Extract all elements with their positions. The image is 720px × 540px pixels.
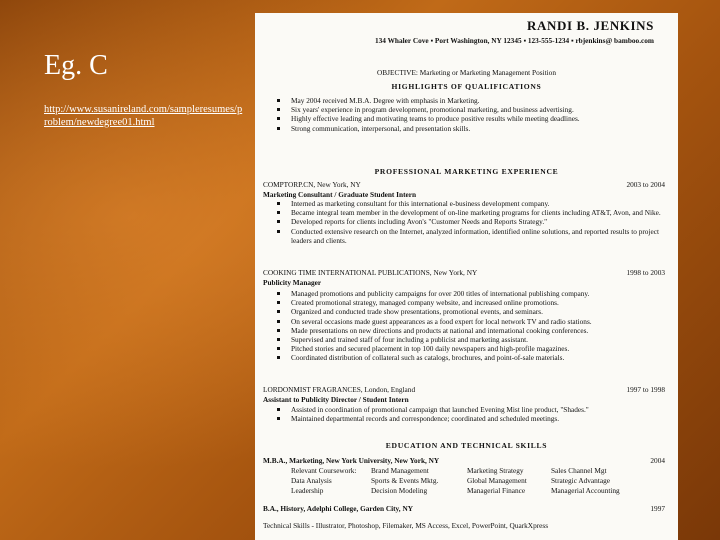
- job-header: [263, 180, 665, 189]
- highlights-list: [263, 96, 665, 133]
- education-heading: EDUCATION AND TECHNICAL SKILLS: [385, 441, 548, 450]
- job-role: Publicity Manager: [263, 278, 322, 287]
- slide-title: Eg. C: [44, 50, 108, 81]
- ba-degree: B.A., History, Adelphi College, Garden City, NY: [263, 504, 413, 513]
- list-item: Highly effective leading and motivating teams to produce positive results while meeting deadlines.: [263, 114, 665, 123]
- course: Brand Management: [371, 466, 429, 475]
- list-item: Strong communication, interpersonal, and presentation skills.: [263, 124, 665, 133]
- list-item: Developed reports for clients including Avon's "Customer Needs and Reports Strategy.": [263, 217, 665, 226]
- course: Global Management: [467, 476, 527, 485]
- job-role: Marketing Consultant / Graduate Student Intern: [263, 190, 417, 199]
- course: Data Analysis: [291, 476, 332, 485]
- job-company: COMPTORP.CN, New York, NY: [263, 180, 361, 189]
- objective: OBJECTIVE: Marketing or Marketing Management Position: [377, 68, 556, 77]
- course: Managerial Accounting: [551, 486, 620, 495]
- course: Strategic Advantage: [551, 476, 610, 485]
- experience-heading: PROFESSIONAL MARKETING EXPERIENCE: [374, 167, 559, 176]
- job-role: Assistant to Publicity Director / Student Intern: [263, 395, 409, 404]
- course: Sales Channel Mgt: [551, 466, 607, 475]
- list-item: Six years' experience in program development, promotional marketing, and business advertising.: [263, 105, 665, 114]
- list-item: Created promotional strategy, managed company website, and increased online promotions.: [263, 298, 665, 307]
- job-bullets: [263, 289, 665, 363]
- job-company: LORDONMIST FRAGRANCES, London, England: [263, 385, 416, 394]
- list-item: Conducted extensive research on the Internet, analyzed information, identified online solutions, and reported results to project leaders and clients.: [263, 227, 665, 245]
- coursework-row: [291, 486, 663, 496]
- course: Decision Modeling: [371, 486, 428, 495]
- mba-degree: M.B.A., Marketing, New York University, New York, NY: [263, 456, 440, 465]
- resume-contact: 134 Whaler Cove ▪ Port Washington, NY 12345 ▪ 123-555-1234 ▪ rbjenkins@ bamboo.com: [374, 36, 654, 45]
- job-header: [263, 385, 665, 394]
- list-item: Became integral team member in the development of on-line marketing programs for clients including AT&T, Avon, and Nike.: [263, 208, 665, 217]
- list-item: Made presentations on new directions and products at national and international cooking conferences.: [263, 326, 665, 335]
- job-dates: 2003 to 2004: [626, 180, 665, 189]
- job-bullets: [263, 405, 665, 423]
- list-item: Supervised and trained staff of four including a publicist and marketing assistant.: [263, 335, 665, 344]
- mba-year: 2004: [650, 456, 665, 465]
- list-item: Managed promotions and publicity campaigns for over 200 titles of international publishing company.: [263, 289, 665, 298]
- job-dates: 1998 to 2003: [626, 268, 665, 277]
- job-dates: 1997 to 1998: [626, 385, 665, 394]
- education-ba: [263, 504, 665, 513]
- course: Marketing Strategy: [467, 466, 524, 475]
- course: Sports & Events Mktg.: [371, 476, 439, 485]
- source-link[interactable]: http://www.susanireland.com/sampleresumes/problem/newdegree01.html: [44, 104, 243, 128]
- job-company: COOKING TIME INTERNATIONAL PUBLICATIONS, New York, NY: [263, 268, 478, 277]
- course: Managerial Finance: [467, 486, 526, 495]
- list-item: On several occasions made guest appearances as a food expert for local network TV and radio stations.: [263, 317, 665, 326]
- list-item: Pitched stories and secured placement in top 100 daily newspapers and high-profile magazines.: [263, 344, 665, 353]
- ba-year: 1997: [650, 504, 665, 513]
- job-header: [263, 268, 665, 277]
- coursework-row: [291, 466, 663, 476]
- list-item: Maintained departmental records and correspondence; coordinated and scheduled meetings.: [263, 414, 665, 423]
- highlights-heading: HIGHLIGHTS OF QUALIFICATIONS: [391, 82, 542, 91]
- list-item: Interned as marketing consultant for this international e-business development company.: [263, 199, 665, 208]
- resume-name: RANDI B. JENKINS: [527, 18, 654, 33]
- resume-document: [255, 13, 678, 540]
- technical-skills: Technical Skills - Illustrator, Photoshop, Filemaker, MS Access, Excel, PowerPoint, QuarkXpress: [263, 521, 549, 530]
- coursework-row: [291, 476, 663, 486]
- education-mba: [263, 456, 665, 465]
- list-item: Assisted in coordination of promotional campaign that launched Evening Mist line product, "Shades.": [263, 405, 665, 414]
- list-item: May 2004 received M.B.A. Degree with emphasis in Marketing.: [263, 96, 665, 105]
- list-item: Coordinated distribution of collateral such as catalogs, brochures, and point-of-sale materials.: [263, 353, 665, 362]
- coursework-label: Relevant Coursework:: [291, 466, 357, 475]
- job-bullets: [263, 199, 665, 245]
- list-item: Organized and conducted trade show presentations, promotional events, and seminars.: [263, 307, 665, 316]
- course: Leadership: [291, 486, 324, 495]
